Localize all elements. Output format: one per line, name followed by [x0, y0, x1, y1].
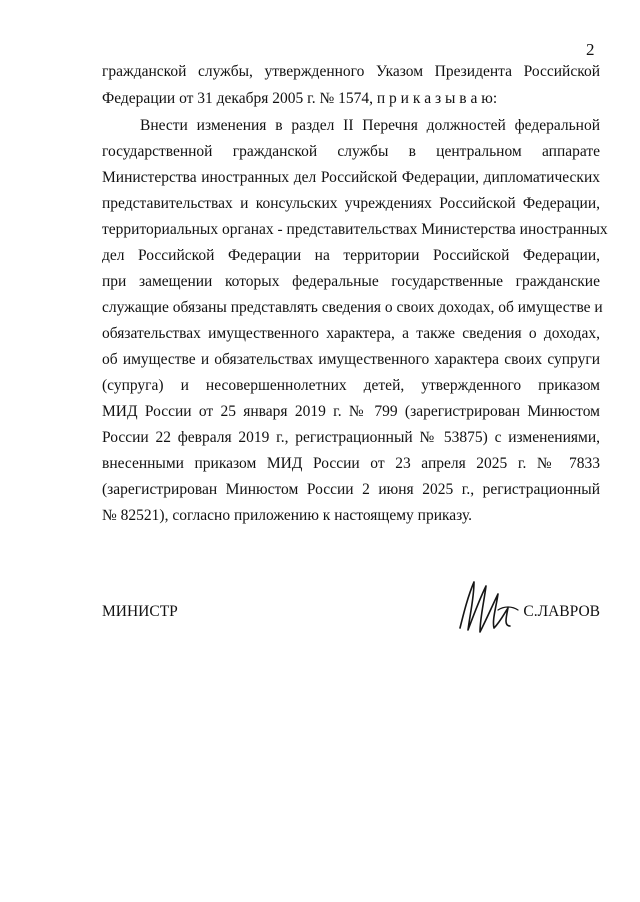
- body-line-6: дел Российской Федерации на территории Российской Федерации,: [102, 247, 600, 264]
- body-line-13: России 22 февраля 2019 г., регистрационный № 53875) с изменениями,: [102, 429, 600, 446]
- body-line-8: служащие обязаны представлять сведения о своих доходах, об имуществе и: [102, 299, 603, 316]
- body-line-14: внесенными приказом МИД России от 23 апреля 2025 г. № 7833: [102, 455, 600, 472]
- signer-name: С.ЛАВРОВ: [523, 603, 600, 620]
- body-line-1: Внести изменения в раздел II Перечня должностей федеральной: [140, 117, 600, 134]
- body-line-12: МИД России от 25 января 2019 г. № 799 (зарегистрирован Минюстом: [102, 403, 600, 420]
- body-line-3: Министерства иностранных дел Российской Федерации, дипломатических: [102, 169, 600, 186]
- preamble-line-2: Федерации от 31 декабря 2005 г. № 1574, п р и к а з ы в а ю:: [102, 90, 498, 107]
- signer-position: МИНИСТР: [102, 603, 178, 620]
- body-line-11: (супруга) и несовершеннолетних детей, утвержденного приказом: [102, 377, 600, 394]
- body-line-10: об имуществе и обязательствах имущественного характера своих супруги: [102, 351, 600, 368]
- page-number: 2: [586, 40, 595, 59]
- body-line-9: обязательствах имущественного характера, а также сведения о доходах,: [102, 325, 600, 342]
- body-line-4: представительствах и консульских учреждениях Российской Федерации,: [102, 195, 600, 212]
- handwritten-signature-icon: [454, 576, 534, 638]
- signature-block: [102, 596, 600, 646]
- body-line-16: № 82521), согласно приложению к настоящему приказу.: [102, 507, 473, 524]
- preamble-line-1: гражданской службы, утвержденного Указом Президента Российской: [102, 63, 600, 80]
- body-line-5: территориальных органах - представительствах Министерства иностранных: [102, 221, 608, 238]
- body-line-15: (зарегистрирован Минюстом России 2 июня 2025 г., регистрационный: [102, 481, 600, 498]
- body-line-2: государственной гражданской службы в центральном аппарате: [102, 143, 600, 160]
- body-line-7: при замещении которых федеральные государственные гражданские: [102, 273, 600, 290]
